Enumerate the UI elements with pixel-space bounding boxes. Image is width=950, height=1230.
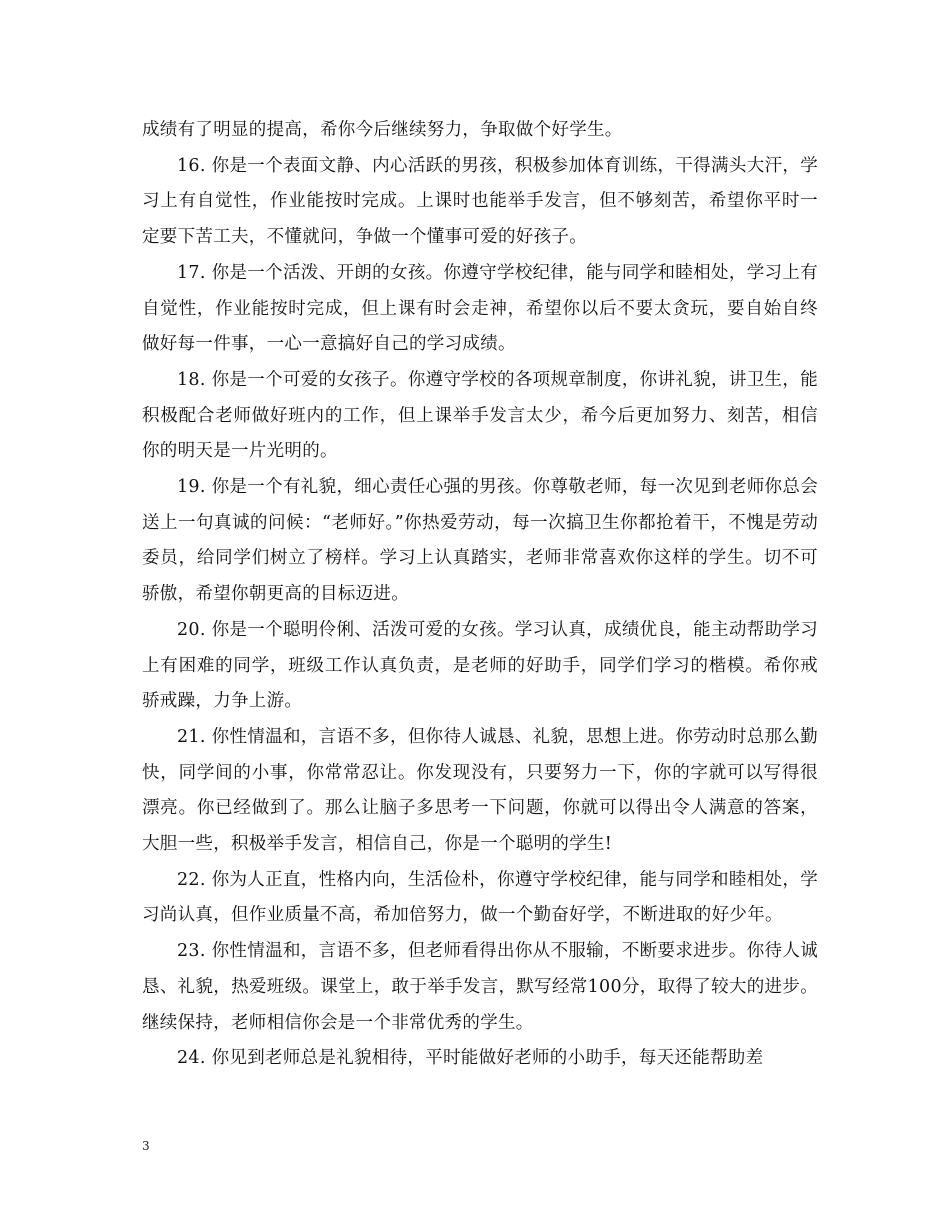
paragraph-comment-21: 21. 你性情温和，言语不多，但你待人诚恳、礼貌，思想上进。你劳动时总那么勤快，同学间的小事，你常常忍让。你发现没有，只要努力一下，你的字就可以写得很漂亮。你已经做到了。那么让脑子多思考一下问题，你就可以得出令人满意的答案，大胆一些，积极举手发言，相信自己，你是一个聪明的学生! bbox=[142, 726, 818, 855]
document-body bbox=[142, 113, 818, 1077]
paragraph-comment-22: 22. 你为人正直，性格内向，生活俭朴，你遵守学校纪律，能与同学和睦相处，学习尚认真，但作业质量不高，希加倍努力，做一个勤奋好学，不断进取的好少年。 bbox=[142, 869, 818, 926]
paragraph-comment-19: 19. 你是一个有礼貌，细心责任心强的男孩。你尊敬老师，每一次见到老师你总会送上一句真诚的问候：“老师好。”你热爱劳动，每一次搞卫生你都抢着干，不愧是劳动委员，给同学们树立了榜样。学习上认真踏实，老师非常喜欢你这样的学生。切不可骄傲，希望你朝更高的目标迈进。 bbox=[142, 477, 818, 605]
paragraph-comment-20: 20. 你是一个聪明伶俐、活泼可爱的女孩。学习认真，成绩优良，能主动帮助学习上有困难的同学，班级工作认真负责，是老师的好助手，同学们学习的楷模。希你戒骄戒躁，力争上游。 bbox=[142, 619, 818, 712]
paragraph-comment-24: 24. 你见到老师总是礼貌相待，平时能做好老师的小助手，每天还能帮助差 bbox=[177, 1048, 764, 1069]
paragraph-comment-23: 23. 你性情温和，言语不多，但老师看得出你从不服输，不断要求进步。你待人诚恳、礼貌，热爱班级。课堂上，敢于举手发言，默写经常100分，取得了较大的进步。继续保持，老师相信你会是一个非常优秀的学生。 bbox=[142, 941, 818, 1033]
paragraph-continuation: 成绩有了明显的提高，希你今后继续努力，争取做个好学生。 bbox=[142, 120, 623, 140]
page-number: 3 bbox=[142, 1139, 150, 1153]
paragraph-comment-17: 17. 你是一个活泼、开朗的女孩。你遵守学校纪律，能与同学和睦相处，学习上有自觉性，作业能按时完成，但上课有时会走神，希望你以后不要太贪玩，要自始自终做好每一件事，一心一意搞好自己的学习成绩。 bbox=[142, 262, 818, 355]
paragraph-comment-18: 18. 你是一个可爱的女孩子。你遵守学校的各项规章制度，你讲礼貌，讲卫生，能积极配合老师做好班内的工作，但上课举手发言太少，希今后更加努力、刻苦，相信你的明天是一片光明的。 bbox=[142, 369, 818, 462]
paragraph-comment-16: 16. 你是一个表面文静、内心活跃的男孩，积极参加体育训练，干得满头大汗，学习上有自觉性，作业能按时完成。上课时也能举手发言，但不够刻苦，希望你平时一定要下苦工夫，不懂就问，争做一个懂事可爱的好孩子。 bbox=[142, 155, 818, 248]
